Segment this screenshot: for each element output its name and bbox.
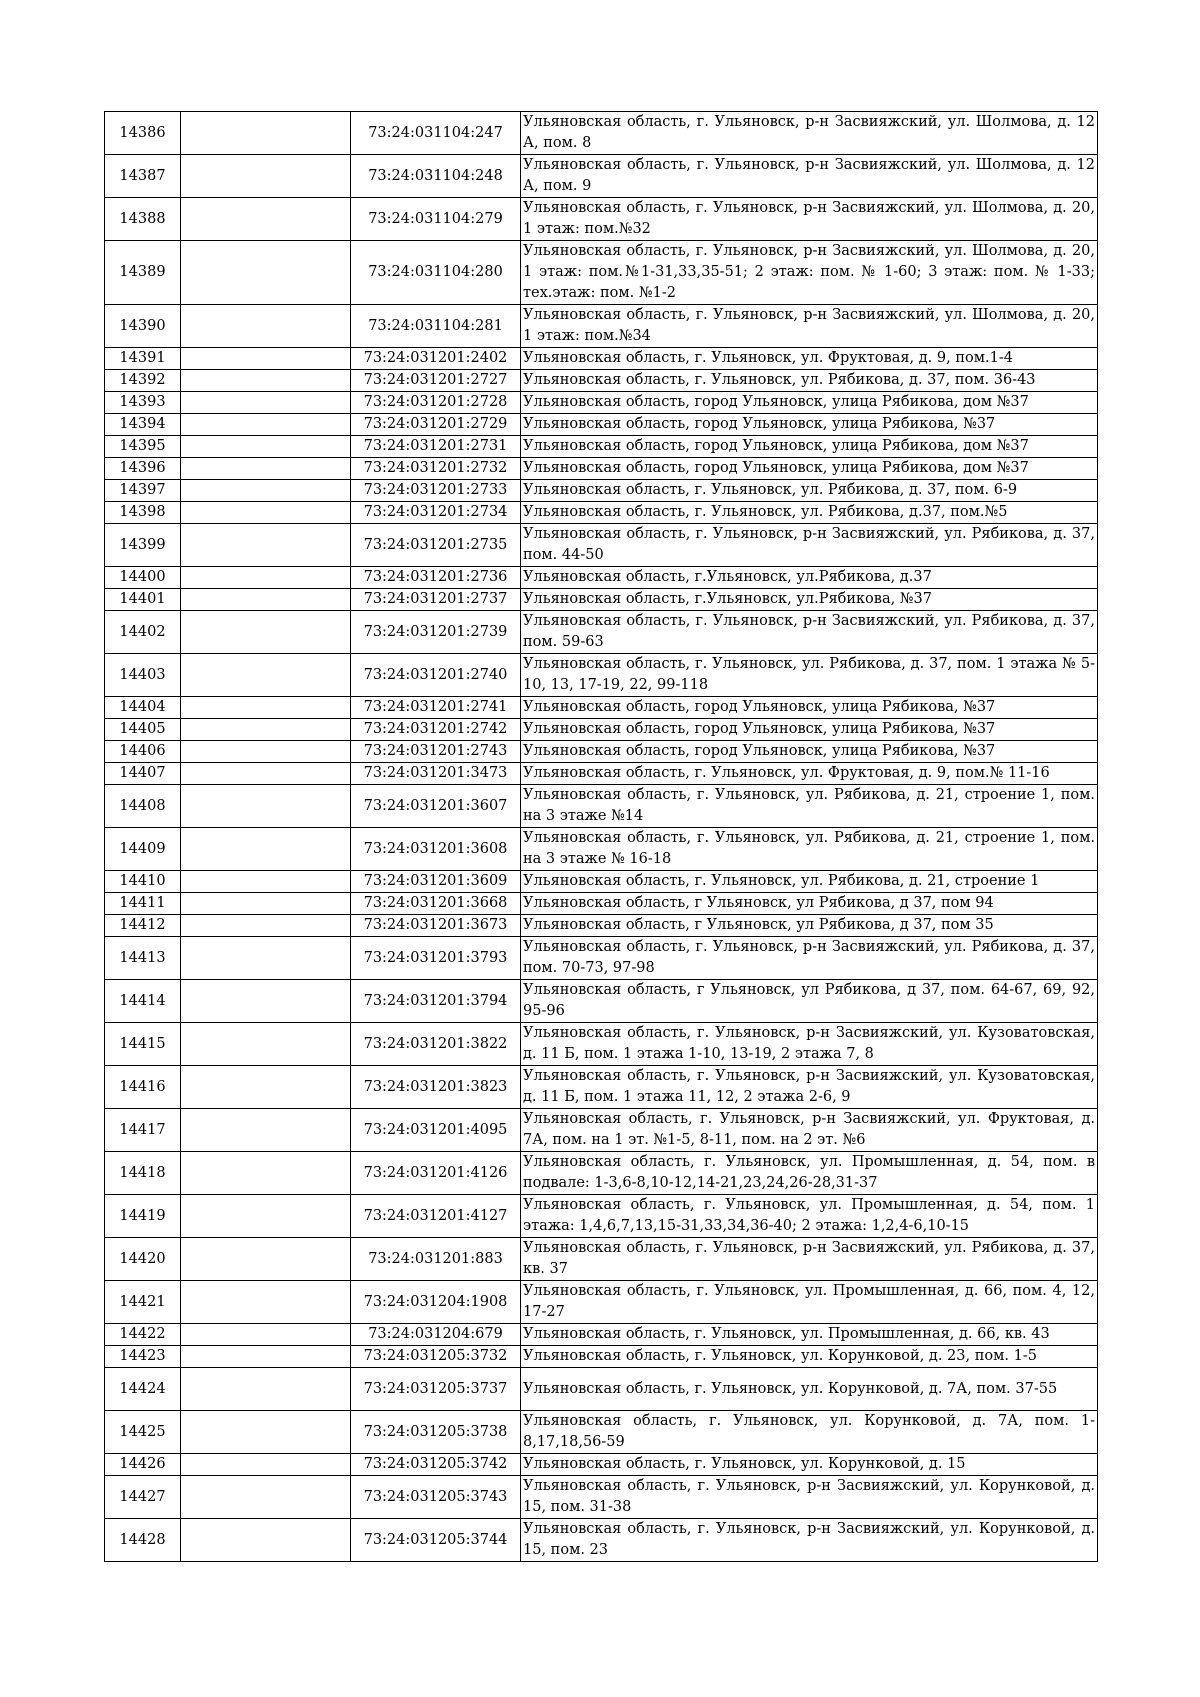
table-row — [105, 654, 1098, 697]
empty-cell — [181, 155, 351, 198]
row-number-cell: 14425 — [105, 1411, 181, 1454]
empty-cell — [181, 436, 351, 458]
empty-cell — [181, 763, 351, 785]
empty-cell — [181, 348, 351, 370]
table-row — [105, 436, 1098, 458]
cadastral-number-cell: 73:24:031201:3793 — [351, 937, 521, 980]
address-cell: Ульяновская область, г. Ульяновск, р-н Засвияжский, ул. Рябикова, д. 37, пом. 70-73, 97-98 — [521, 937, 1098, 980]
cadastral-number-cell: 73:24:031201:2743 — [351, 741, 521, 763]
cadastral-number-cell: 73:24:031201:2742 — [351, 719, 521, 741]
table-row — [105, 1109, 1098, 1152]
empty-cell — [181, 980, 351, 1023]
empty-cell — [181, 719, 351, 741]
empty-cell — [181, 1346, 351, 1368]
cadastral-number-cell: 73:24:031201:3608 — [351, 828, 521, 871]
empty-cell — [181, 524, 351, 567]
address-cell: Ульяновская область, г. Ульяновск, р-н Засвияжский, ул. Шолмова, д. 12 А, пом. 9 — [521, 155, 1098, 198]
address-cell: Ульяновская область, г. Ульяновск, ул. Корунковой, д. 7А, пом. 1-8,17,18,56-59 — [521, 1411, 1098, 1454]
cadastral-number-cell: 73:24:031201:3823 — [351, 1066, 521, 1109]
empty-cell — [181, 1454, 351, 1476]
table-row — [105, 1152, 1098, 1195]
cadastral-number-cell: 73:24:031201:883 — [351, 1238, 521, 1281]
address-cell: Ульяновская область, город Ульяновск, улица Рябикова, №37 — [521, 719, 1098, 741]
table-row — [105, 414, 1098, 436]
row-number-cell: 14391 — [105, 348, 181, 370]
cadastral-number-cell: 73:24:031201:2739 — [351, 611, 521, 654]
empty-cell — [181, 1066, 351, 1109]
table-row — [105, 741, 1098, 763]
cadastral-number-cell: 73:24:031201:2729 — [351, 414, 521, 436]
empty-cell — [181, 458, 351, 480]
address-cell: Ульяновская область, город Ульяновск, улица Рябикова, №37 — [521, 697, 1098, 719]
cadastral-number-cell: 73:24:031201:2741 — [351, 697, 521, 719]
table-row — [105, 1281, 1098, 1324]
table-row — [105, 567, 1098, 589]
row-number-cell: 14412 — [105, 915, 181, 937]
empty-cell — [181, 871, 351, 893]
address-cell: Ульяновская область, г. Ульяновск, р-н Засвияжский, ул. Шолмова, д. 20, 1 этаж: пом.№32 — [521, 198, 1098, 241]
address-cell: Ульяновская область, г. Ульяновск, ул. Промышленная, д. 54, пом. 1 этажа: 1,4,6,7,13,15-31,33,34,36-40; 2 этажа: 1,2,4-6,10-15 — [521, 1195, 1098, 1238]
table-row — [105, 828, 1098, 871]
address-cell: Ульяновская область, г. Ульяновск, ул. Рябикова, д. 37, пом. 36-43 — [521, 370, 1098, 392]
row-number-cell: 14394 — [105, 414, 181, 436]
empty-cell — [181, 1476, 351, 1519]
table-row — [105, 785, 1098, 828]
table-row — [105, 524, 1098, 567]
row-number-cell: 14428 — [105, 1519, 181, 1562]
empty-cell — [181, 305, 351, 348]
row-number-cell: 14387 — [105, 155, 181, 198]
table-row — [105, 392, 1098, 414]
empty-cell — [181, 785, 351, 828]
address-cell: Ульяновская область, г. Ульяновск, ул. Промышленная, д. 66, пом. 4, 12, 17-27 — [521, 1281, 1098, 1324]
table-row — [105, 611, 1098, 654]
row-number-cell: 14414 — [105, 980, 181, 1023]
address-cell: Ульяновская область, г. Ульяновск, р-н Засвияжский, ул. Кузоватовская, д. 11 Б, пом. 1 этажа 11, 12, 2 этажа 2-6, 9 — [521, 1066, 1098, 1109]
cadastral-number-cell: 73:24:031201:2731 — [351, 436, 521, 458]
table-row — [105, 589, 1098, 611]
empty-cell — [181, 741, 351, 763]
row-number-cell: 14427 — [105, 1476, 181, 1519]
empty-cell — [181, 893, 351, 915]
table-row — [105, 1195, 1098, 1238]
empty-cell — [181, 1519, 351, 1562]
address-cell: Ульяновская область, г. Ульяновск, р-н Засвияжский, ул. Корунковой, д. 15, пом. 23 — [521, 1519, 1098, 1562]
row-number-cell: 14395 — [105, 436, 181, 458]
table-row — [105, 871, 1098, 893]
empty-cell — [181, 370, 351, 392]
row-number-cell: 14405 — [105, 719, 181, 741]
address-cell: Ульяновская область, г. Ульяновск, ул. Рябикова, д. 37, пом. 1 этажа № 5-10, 13, 17-19, 22, 99-118 — [521, 654, 1098, 697]
cadastral-number-cell: 73:24:031205:3737 — [351, 1368, 521, 1411]
row-number-cell: 14389 — [105, 241, 181, 305]
empty-cell — [181, 1109, 351, 1152]
address-cell: Ульяновская область, г. Ульяновск, ул. Корунковой, д. 7А, пом. 37-55 — [521, 1368, 1098, 1411]
address-cell: Ульяновская область, г. Ульяновск, ул. Рябикова, д. 21, строение 1, пом. на 3 этаже № 16-18 — [521, 828, 1098, 871]
row-number-cell: 14418 — [105, 1152, 181, 1195]
table-row — [105, 1519, 1098, 1562]
row-number-cell: 14401 — [105, 589, 181, 611]
empty-cell — [181, 1368, 351, 1411]
table-row — [105, 937, 1098, 980]
address-cell: Ульяновская область, г. Ульяновск, ул. Рябикова, д. 21, строение 1 — [521, 871, 1098, 893]
table-row — [105, 1324, 1098, 1346]
row-number-cell: 14403 — [105, 654, 181, 697]
registry-body — [105, 112, 1098, 1562]
cadastral-number-cell: 73:24:031201:2734 — [351, 502, 521, 524]
cadastral-number-cell: 73:24:031204:679 — [351, 1324, 521, 1346]
cadastral-number-cell: 73:24:031201:2737 — [351, 589, 521, 611]
table-row — [105, 155, 1098, 198]
cadastral-number-cell: 73:24:031201:3473 — [351, 763, 521, 785]
empty-cell — [181, 1324, 351, 1346]
cadastral-number-cell: 73:24:031201:2735 — [351, 524, 521, 567]
cadastral-number-cell: 73:24:031201:4095 — [351, 1109, 521, 1152]
cadastral-number-cell: 73:24:031201:2736 — [351, 567, 521, 589]
row-number-cell: 14426 — [105, 1454, 181, 1476]
cadastral-number-cell: 73:24:031205:3738 — [351, 1411, 521, 1454]
address-cell: Ульяновская область, город Ульяновск, улица Рябикова, дом №37 — [521, 392, 1098, 414]
address-cell: Ульяновская область, г. Ульяновск, р-н Засвияжский, ул. Кузоватовская, д. 11 Б, пом. 1 этажа 1-10, 13-19, 2 этажа 7, 8 — [521, 1023, 1098, 1066]
empty-cell — [181, 915, 351, 937]
empty-cell — [181, 1023, 351, 1066]
row-number-cell: 14411 — [105, 893, 181, 915]
row-number-cell: 14406 — [105, 741, 181, 763]
empty-cell — [181, 112, 351, 155]
table-row — [105, 1476, 1098, 1519]
address-cell: Ульяновская область, г.Ульяновск, ул.Рябикова, №37 — [521, 589, 1098, 611]
property-registry-table — [104, 111, 1098, 1562]
address-cell: Ульяновская область, г.Ульяновск, ул.Рябикова, д.37 — [521, 567, 1098, 589]
table-row — [105, 893, 1098, 915]
table-row — [105, 980, 1098, 1023]
table-row — [105, 458, 1098, 480]
address-cell: Ульяновская область, г. Ульяновск, ул. Промышленная, д. 66, кв. 43 — [521, 1324, 1098, 1346]
cadastral-number-cell: 73:24:031201:2740 — [351, 654, 521, 697]
address-cell: Ульяновская область, г. Ульяновск, ул. Фруктовая, д. 9, пом.1-4 — [521, 348, 1098, 370]
cadastral-number-cell: 73:24:031104:248 — [351, 155, 521, 198]
table-row — [105, 1023, 1098, 1066]
cadastral-number-cell: 73:24:031201:3607 — [351, 785, 521, 828]
cadastral-number-cell: 73:24:031201:4127 — [351, 1195, 521, 1238]
cadastral-number-cell: 73:24:031104:279 — [351, 198, 521, 241]
cadastral-number-cell: 73:24:031205:3744 — [351, 1519, 521, 1562]
empty-cell — [181, 937, 351, 980]
table-row — [105, 1411, 1098, 1454]
row-number-cell: 14415 — [105, 1023, 181, 1066]
cadastral-number-cell: 73:24:031205:3742 — [351, 1454, 521, 1476]
empty-cell — [181, 241, 351, 305]
empty-cell — [181, 567, 351, 589]
row-number-cell: 14409 — [105, 828, 181, 871]
row-number-cell: 14397 — [105, 480, 181, 502]
address-cell: Ульяновская область, г. Ульяновск, ул. Корунковой, д. 15 — [521, 1454, 1098, 1476]
row-number-cell: 14416 — [105, 1066, 181, 1109]
row-number-cell: 14404 — [105, 697, 181, 719]
empty-cell — [181, 414, 351, 436]
row-number-cell: 14422 — [105, 1324, 181, 1346]
address-cell: Ульяновская область, г Ульяновск, ул Рябикова, д 37, пом 35 — [521, 915, 1098, 937]
empty-cell — [181, 502, 351, 524]
row-number-cell: 14420 — [105, 1238, 181, 1281]
empty-cell — [181, 480, 351, 502]
table-row — [105, 1368, 1098, 1411]
cadastral-number-cell: 73:24:031201:2733 — [351, 480, 521, 502]
cadastral-number-cell: 73:24:031104:280 — [351, 241, 521, 305]
row-number-cell: 14421 — [105, 1281, 181, 1324]
row-number-cell: 14399 — [105, 524, 181, 567]
address-cell: Ульяновская область, г. Ульяновск, р-н Засвияжский, ул. Корунковой, д. 15, пом. 31-38 — [521, 1476, 1098, 1519]
row-number-cell: 14408 — [105, 785, 181, 828]
table-row — [105, 241, 1098, 305]
cadastral-number-cell: 73:24:031201:4126 — [351, 1152, 521, 1195]
row-number-cell: 14392 — [105, 370, 181, 392]
row-number-cell: 14419 — [105, 1195, 181, 1238]
row-number-cell: 14423 — [105, 1346, 181, 1368]
address-cell: Ульяновская область, город Ульяновск, улица Рябикова, дом №37 — [521, 436, 1098, 458]
row-number-cell: 14407 — [105, 763, 181, 785]
cadastral-number-cell: 73:24:031205:3732 — [351, 1346, 521, 1368]
empty-cell — [181, 828, 351, 871]
address-cell: Ульяновская область, г. Ульяновск, ул. Корунковой, д. 23, пом. 1-5 — [521, 1346, 1098, 1368]
table-row — [105, 697, 1098, 719]
empty-cell — [181, 1152, 351, 1195]
cadastral-number-cell: 73:24:031201:2728 — [351, 392, 521, 414]
cadastral-number-cell: 73:24:031201:3673 — [351, 915, 521, 937]
cadastral-number-cell: 73:24:031205:3743 — [351, 1476, 521, 1519]
address-cell: Ульяновская область, г. Ульяновск, р-н Засвияжский, ул. Рябикова, д. 37, кв. 37 — [521, 1238, 1098, 1281]
row-number-cell: 14388 — [105, 198, 181, 241]
address-cell: Ульяновская область, г. Ульяновск, ул. Промышленная, д. 54, пом. в подвале: 1-3,6-8,10-12,14-21,23,24,26-28,31-37 — [521, 1152, 1098, 1195]
cadastral-number-cell: 73:24:031201:3822 — [351, 1023, 521, 1066]
address-cell: Ульяновская область, г. Ульяновск, р-н Засвияжский, ул. Шолмова, д. 12 А, пом. 8 — [521, 112, 1098, 155]
address-cell: Ульяновская область, г. Ульяновск, р-н Засвияжский, ул. Фруктовая, д. 7А, пом. на 1 эт. №1-5, 8-11, пом. на 2 эт. №6 — [521, 1109, 1098, 1152]
empty-cell — [181, 1238, 351, 1281]
address-cell: Ульяновская область, г. Ульяновск, р-н Засвияжский, ул. Рябикова, д. 37, пом. 44-50 — [521, 524, 1098, 567]
empty-cell — [181, 198, 351, 241]
row-number-cell: 14410 — [105, 871, 181, 893]
table-row — [105, 112, 1098, 155]
address-cell: Ульяновская область, город Ульяновск, улица Рябикова, №37 — [521, 741, 1098, 763]
table-row — [105, 198, 1098, 241]
table-row — [105, 763, 1098, 785]
table-row — [105, 305, 1098, 348]
row-number-cell: 14400 — [105, 567, 181, 589]
cadastral-number-cell: 73:24:031204:1908 — [351, 1281, 521, 1324]
address-cell: Ульяновская область, г. Ульяновск, ул. Фруктовая, д. 9, пом.№ 11-16 — [521, 763, 1098, 785]
empty-cell — [181, 1195, 351, 1238]
table-row — [105, 1454, 1098, 1476]
cadastral-number-cell: 73:24:031104:247 — [351, 112, 521, 155]
address-cell: Ульяновская область, г Ульяновск, ул Рябикова, д 37, пом. 64-67, 69, 92, 95-96 — [521, 980, 1098, 1023]
table-row — [105, 370, 1098, 392]
row-number-cell: 14402 — [105, 611, 181, 654]
address-cell: Ульяновская область, г. Ульяновск, ул. Рябикова, д.37, пом.№5 — [521, 502, 1098, 524]
address-cell: Ульяновская область, г. Ульяновск, р-н Засвияжский, ул. Шолмова, д. 20, 1 этаж: пом.№34 — [521, 305, 1098, 348]
row-number-cell: 14393 — [105, 392, 181, 414]
empty-cell — [181, 611, 351, 654]
row-number-cell: 14386 — [105, 112, 181, 155]
table-row — [105, 1238, 1098, 1281]
table-row — [105, 719, 1098, 741]
empty-cell — [181, 589, 351, 611]
cadastral-number-cell: 73:24:031201:3609 — [351, 871, 521, 893]
table-row — [105, 502, 1098, 524]
address-cell: Ульяновская область, город Ульяновск, улица Рябикова, дом №37 — [521, 458, 1098, 480]
row-number-cell: 14390 — [105, 305, 181, 348]
table-row — [105, 1066, 1098, 1109]
row-number-cell: 14413 — [105, 937, 181, 980]
address-cell: Ульяновская область, г Ульяновск, ул Рябикова, д 37, пом 94 — [521, 893, 1098, 915]
empty-cell — [181, 654, 351, 697]
cadastral-number-cell: 73:24:031201:3668 — [351, 893, 521, 915]
address-cell: Ульяновская область, г. Ульяновск, ул. Рябикова, д. 21, строение 1, пом. на 3 этаже №14 — [521, 785, 1098, 828]
table-row — [105, 480, 1098, 502]
row-number-cell: 14417 — [105, 1109, 181, 1152]
cadastral-number-cell: 73:24:031201:2402 — [351, 348, 521, 370]
cadastral-number-cell: 73:24:031201:2732 — [351, 458, 521, 480]
table-row — [105, 915, 1098, 937]
cadastral-number-cell: 73:24:031201:3794 — [351, 980, 521, 1023]
address-cell: Ульяновская область, г. Ульяновск, ул. Рябикова, д. 37, пом. 6-9 — [521, 480, 1098, 502]
row-number-cell: 14396 — [105, 458, 181, 480]
cadastral-number-cell: 73:24:031201:2727 — [351, 370, 521, 392]
cadastral-number-cell: 73:24:031104:281 — [351, 305, 521, 348]
address-cell: Ульяновская область, г. Ульяновск, р-н Засвияжский, ул. Рябикова, д. 37, пом. 59-63 — [521, 611, 1098, 654]
table-row — [105, 348, 1098, 370]
empty-cell — [181, 1411, 351, 1454]
row-number-cell: 14424 — [105, 1368, 181, 1411]
table-row — [105, 1346, 1098, 1368]
address-cell: Ульяновская область, город Ульяновск, улица Рябикова, №37 — [521, 414, 1098, 436]
empty-cell — [181, 1281, 351, 1324]
empty-cell — [181, 697, 351, 719]
row-number-cell: 14398 — [105, 502, 181, 524]
empty-cell — [181, 392, 351, 414]
address-cell: Ульяновская область, г. Ульяновск, р-н Засвияжский, ул. Шолмова, д. 20, 1 этаж: пом.№1-31,33,35-51; 2 этаж: пом. № 1-60; 3 этаж: пом. № 1-33; тех.этаж: пом. №1-2 — [521, 241, 1098, 305]
